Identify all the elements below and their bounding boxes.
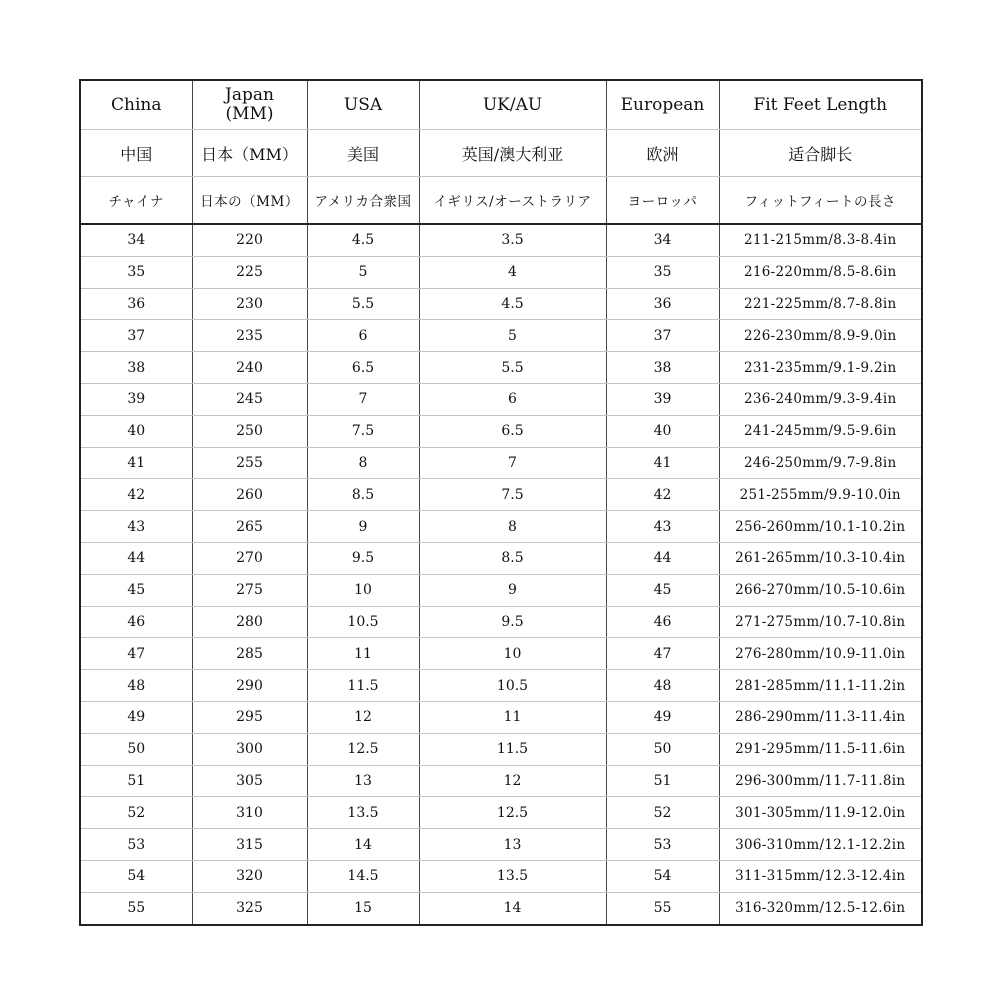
- cell-japan-mm: 225: [192, 256, 307, 288]
- cell-fit-feet-length: 291-295mm/11.5-11.6in: [719, 733, 922, 765]
- header-row-chinese: [80, 130, 922, 177]
- cell-china: 46: [80, 606, 192, 638]
- header-ukau-en: UK/AU: [419, 80, 606, 130]
- cell-china: 50: [80, 733, 192, 765]
- table-row: [80, 574, 922, 606]
- table-row: [80, 638, 922, 670]
- cell-european: 54: [606, 860, 719, 892]
- cell-usa: 15: [307, 892, 419, 924]
- cell-usa: 6: [307, 320, 419, 352]
- cell-uk-au: 4.5: [419, 288, 606, 320]
- header-row-japanese: [80, 177, 922, 225]
- cell-usa: 10: [307, 574, 419, 606]
- header-japan-en: Japan (MM): [192, 80, 307, 130]
- header-fit-feet-length-ja: フィットフィートの長さ: [719, 177, 922, 225]
- cell-fit-feet-length: 261-265mm/10.3-10.4in: [719, 542, 922, 574]
- cell-uk-au: 13.5: [419, 860, 606, 892]
- cell-china: 55: [80, 892, 192, 924]
- cell-china: 43: [80, 511, 192, 543]
- shoe-size-table: [79, 79, 923, 926]
- table-row: [80, 606, 922, 638]
- cell-fit-feet-length: 236-240mm/9.3-9.4in: [719, 383, 922, 415]
- cell-japan-mm: 320: [192, 860, 307, 892]
- cell-china: 37: [80, 320, 192, 352]
- cell-japan-mm: 305: [192, 765, 307, 797]
- cell-japan-mm: 240: [192, 352, 307, 384]
- cell-china: 44: [80, 542, 192, 574]
- table-row: [80, 892, 922, 924]
- cell-usa: 13: [307, 765, 419, 797]
- table-row: [80, 415, 922, 447]
- cell-european: 44: [606, 542, 719, 574]
- table-row: [80, 670, 922, 702]
- cell-fit-feet-length: 251-255mm/9.9-10.0in: [719, 479, 922, 511]
- cell-fit-feet-length: 266-270mm/10.5-10.6in: [719, 574, 922, 606]
- header-european-zh: 欧洲: [606, 130, 719, 177]
- cell-fit-feet-length: 246-250mm/9.7-9.8in: [719, 447, 922, 479]
- cell-usa: 7.5: [307, 415, 419, 447]
- table-row: [80, 701, 922, 733]
- cell-usa: 12.5: [307, 733, 419, 765]
- cell-china: 47: [80, 638, 192, 670]
- table-body: [80, 224, 922, 925]
- cell-uk-au: 12: [419, 765, 606, 797]
- table-row: [80, 447, 922, 479]
- header-china-en: China: [80, 80, 192, 130]
- cell-usa: 5.5: [307, 288, 419, 320]
- cell-china: 48: [80, 670, 192, 702]
- cell-usa: 10.5: [307, 606, 419, 638]
- cell-uk-au: 7: [419, 447, 606, 479]
- cell-china: 38: [80, 352, 192, 384]
- table-row: [80, 288, 922, 320]
- cell-japan-mm: 325: [192, 892, 307, 924]
- cell-japan-mm: 315: [192, 829, 307, 861]
- cell-european: 43: [606, 511, 719, 543]
- cell-usa: 5: [307, 256, 419, 288]
- header-china-ja: チャイナ: [80, 177, 192, 225]
- cell-japan-mm: 265: [192, 511, 307, 543]
- table-row: [80, 733, 922, 765]
- table-row: [80, 256, 922, 288]
- cell-usa: 6.5: [307, 352, 419, 384]
- header-china-zh: 中国: [80, 130, 192, 177]
- cell-china: 49: [80, 701, 192, 733]
- cell-fit-feet-length: 306-310mm/12.1-12.2in: [719, 829, 922, 861]
- cell-uk-au: 8.5: [419, 542, 606, 574]
- cell-usa: 8: [307, 447, 419, 479]
- table-row: [80, 511, 922, 543]
- cell-uk-au: 10.5: [419, 670, 606, 702]
- cell-china: 40: [80, 415, 192, 447]
- cell-usa: 4.5: [307, 224, 419, 256]
- cell-fit-feet-length: 211-215mm/8.3-8.4in: [719, 224, 922, 256]
- cell-european: 36: [606, 288, 719, 320]
- cell-china: 39: [80, 383, 192, 415]
- cell-japan-mm: 255: [192, 447, 307, 479]
- cell-european: 37: [606, 320, 719, 352]
- header-japan-zh: 日本（MM）: [192, 130, 307, 177]
- cell-uk-au: 3.5: [419, 224, 606, 256]
- cell-fit-feet-length: 231-235mm/9.1-9.2in: [719, 352, 922, 384]
- cell-china: 54: [80, 860, 192, 892]
- table-row: [80, 352, 922, 384]
- header-usa-en: USA: [307, 80, 419, 130]
- cell-japan-mm: 250: [192, 415, 307, 447]
- table-row: [80, 829, 922, 861]
- table-row: [80, 765, 922, 797]
- header-japan-ja: 日本の（MM）: [192, 177, 307, 225]
- cell-china: 51: [80, 765, 192, 797]
- header-european-ja: ヨーロッパ: [606, 177, 719, 225]
- cell-fit-feet-length: 301-305mm/11.9-12.0in: [719, 797, 922, 829]
- cell-china: 41: [80, 447, 192, 479]
- cell-uk-au: 6: [419, 383, 606, 415]
- cell-japan-mm: 230: [192, 288, 307, 320]
- header-ukau-ja: イギリス/オーストラリア: [419, 177, 606, 225]
- cell-uk-au: 11.5: [419, 733, 606, 765]
- cell-usa: 14: [307, 829, 419, 861]
- cell-fit-feet-length: 241-245mm/9.5-9.6in: [719, 415, 922, 447]
- cell-japan-mm: 235: [192, 320, 307, 352]
- cell-uk-au: 7.5: [419, 479, 606, 511]
- cell-uk-au: 9: [419, 574, 606, 606]
- cell-uk-au: 6.5: [419, 415, 606, 447]
- cell-european: 51: [606, 765, 719, 797]
- cell-fit-feet-length: 221-225mm/8.7-8.8in: [719, 288, 922, 320]
- cell-fit-feet-length: 216-220mm/8.5-8.6in: [719, 256, 922, 288]
- cell-uk-au: 4: [419, 256, 606, 288]
- cell-japan-mm: 300: [192, 733, 307, 765]
- cell-fit-feet-length: 286-290mm/11.3-11.4in: [719, 701, 922, 733]
- cell-usa: 11: [307, 638, 419, 670]
- header-european-en: European: [606, 80, 719, 130]
- cell-uk-au: 14: [419, 892, 606, 924]
- cell-fit-feet-length: 271-275mm/10.7-10.8in: [719, 606, 922, 638]
- header-fit-feet-length-zh: 适合脚长: [719, 130, 922, 177]
- cell-china: 42: [80, 479, 192, 511]
- cell-european: 48: [606, 670, 719, 702]
- cell-china: 53: [80, 829, 192, 861]
- cell-european: 55: [606, 892, 719, 924]
- table-header: [80, 80, 922, 224]
- cell-usa: 7: [307, 383, 419, 415]
- table-row: [80, 542, 922, 574]
- cell-european: 41: [606, 447, 719, 479]
- table-row: [80, 383, 922, 415]
- cell-usa: 12: [307, 701, 419, 733]
- cell-european: 39: [606, 383, 719, 415]
- cell-uk-au: 5: [419, 320, 606, 352]
- cell-fit-feet-length: 281-285mm/11.1-11.2in: [719, 670, 922, 702]
- cell-japan-mm: 220: [192, 224, 307, 256]
- header-ukau-zh: 英国/澳大利亚: [419, 130, 606, 177]
- table-row: [80, 860, 922, 892]
- cell-usa: 8.5: [307, 479, 419, 511]
- cell-fit-feet-length: 256-260mm/10.1-10.2in: [719, 511, 922, 543]
- cell-european: 46: [606, 606, 719, 638]
- cell-uk-au: 11: [419, 701, 606, 733]
- cell-uk-au: 13: [419, 829, 606, 861]
- cell-european: 35: [606, 256, 719, 288]
- cell-japan-mm: 285: [192, 638, 307, 670]
- cell-usa: 14.5: [307, 860, 419, 892]
- cell-japan-mm: 270: [192, 542, 307, 574]
- cell-fit-feet-length: 226-230mm/8.9-9.0in: [719, 320, 922, 352]
- cell-china: 45: [80, 574, 192, 606]
- cell-european: 50: [606, 733, 719, 765]
- cell-japan-mm: 245: [192, 383, 307, 415]
- table-row: [80, 479, 922, 511]
- cell-uk-au: 9.5: [419, 606, 606, 638]
- cell-fit-feet-length: 316-320mm/12.5-12.6in: [719, 892, 922, 924]
- cell-japan-mm: 310: [192, 797, 307, 829]
- cell-uk-au: 5.5: [419, 352, 606, 384]
- cell-china: 35: [80, 256, 192, 288]
- cell-china: 52: [80, 797, 192, 829]
- header-usa-ja: アメリカ合衆国: [307, 177, 419, 225]
- cell-usa: 11.5: [307, 670, 419, 702]
- cell-fit-feet-length: 276-280mm/10.9-11.0in: [719, 638, 922, 670]
- cell-usa: 9.5: [307, 542, 419, 574]
- header-fit-feet-length-en: Fit Feet Length: [719, 80, 922, 130]
- cell-uk-au: 8: [419, 511, 606, 543]
- cell-european: 52: [606, 797, 719, 829]
- cell-european: 47: [606, 638, 719, 670]
- header-row-english: [80, 80, 922, 130]
- cell-usa: 9: [307, 511, 419, 543]
- cell-european: 49: [606, 701, 719, 733]
- cell-uk-au: 12.5: [419, 797, 606, 829]
- cell-japan-mm: 280: [192, 606, 307, 638]
- cell-european: 53: [606, 829, 719, 861]
- cell-china: 36: [80, 288, 192, 320]
- cell-fit-feet-length: 296-300mm/11.7-11.8in: [719, 765, 922, 797]
- table-row: [80, 797, 922, 829]
- cell-usa: 13.5: [307, 797, 419, 829]
- table-row: [80, 320, 922, 352]
- cell-japan-mm: 275: [192, 574, 307, 606]
- cell-european: 38: [606, 352, 719, 384]
- cell-china: 34: [80, 224, 192, 256]
- cell-european: 40: [606, 415, 719, 447]
- cell-european: 45: [606, 574, 719, 606]
- header-usa-zh: 美国: [307, 130, 419, 177]
- table-row: [80, 224, 922, 256]
- cell-fit-feet-length: 311-315mm/12.3-12.4in: [719, 860, 922, 892]
- cell-european: 42: [606, 479, 719, 511]
- cell-japan-mm: 260: [192, 479, 307, 511]
- cell-japan-mm: 290: [192, 670, 307, 702]
- cell-japan-mm: 295: [192, 701, 307, 733]
- cell-european: 34: [606, 224, 719, 256]
- cell-uk-au: 10: [419, 638, 606, 670]
